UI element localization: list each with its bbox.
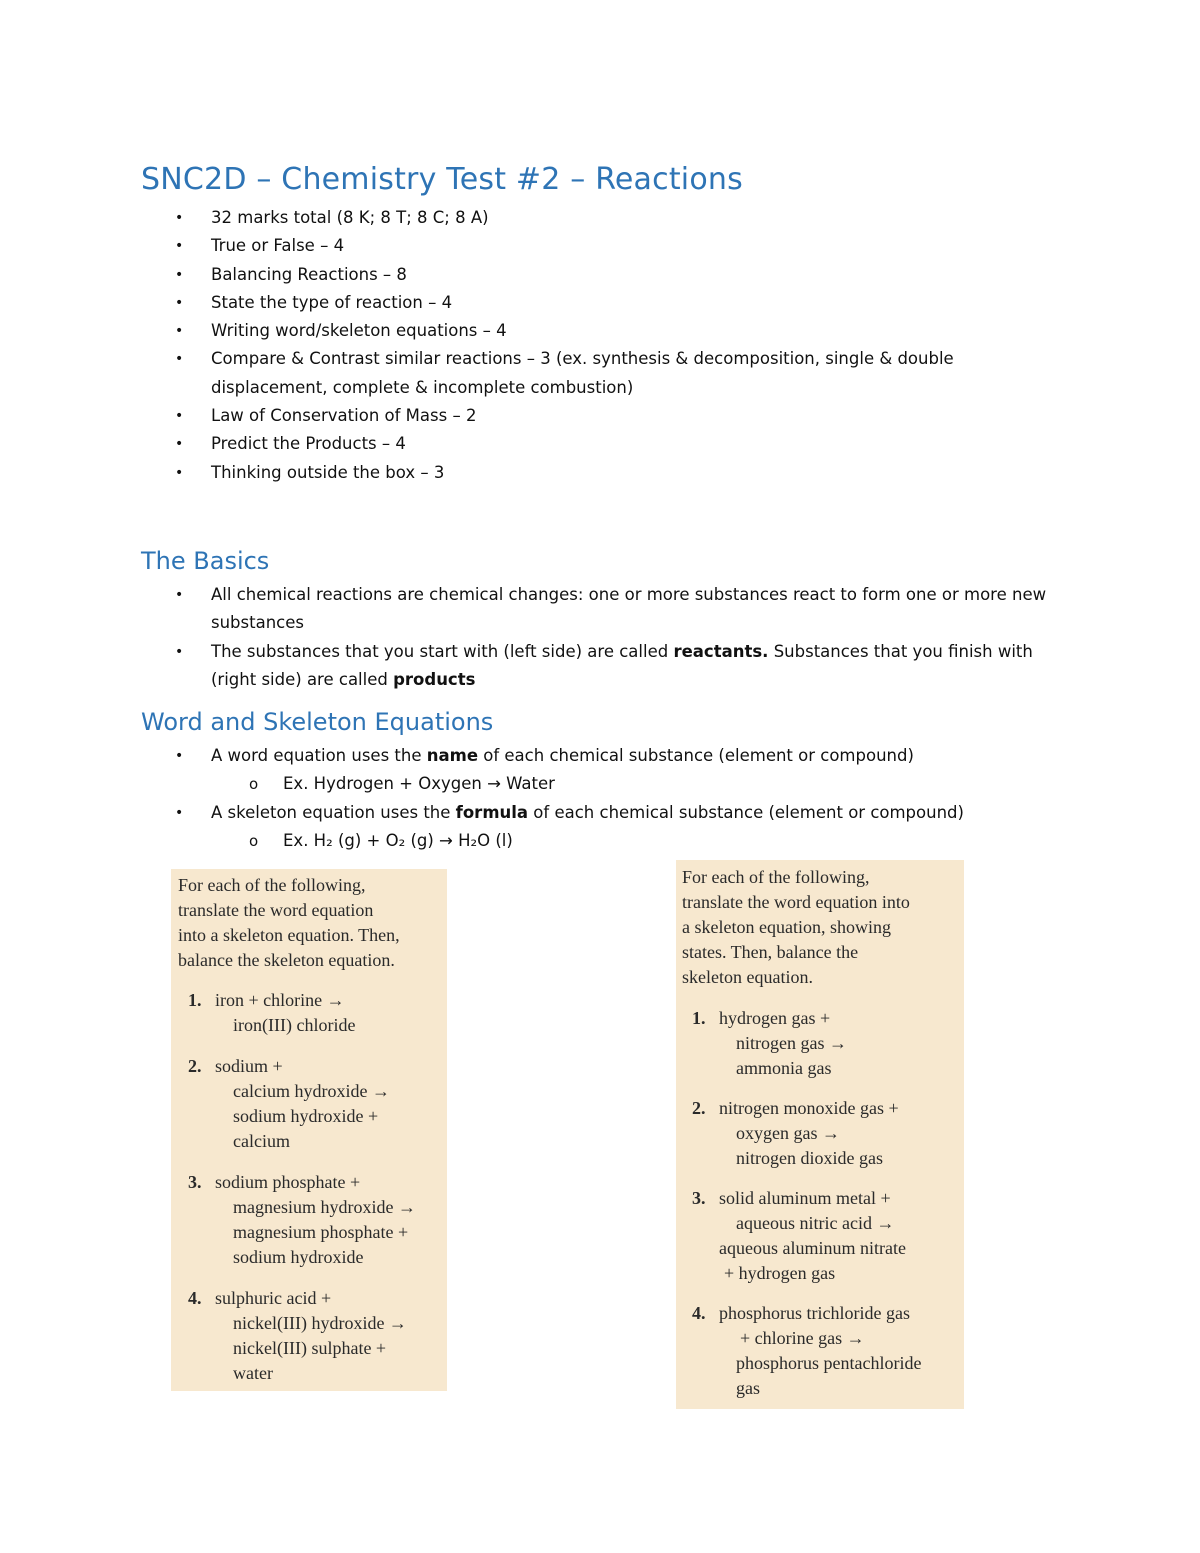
bullet-icon: • (175, 408, 184, 425)
page-title: SNC2D – Chemistry Test #2 – Reactions (141, 162, 743, 197)
exercise-item: 2. nitrogen monoxide gas + oxygen gas → nitrogen dioxide gas (692, 1098, 899, 1168)
bullet-icon: • (175, 748, 184, 764)
exercise-item: 1. iron + chlorine → iron(III) chloride (188, 990, 356, 1035)
list-item: • Compare & Contrast similar reactions – 3 (ex. synthesis & decomposition, single & double displacement, complete & incomplete combustion) (0, 345, 1071, 402)
bullet-icon: • (175, 266, 184, 283)
example-item: o Ex. Hydrogen + Oxygen → Water (0, 770, 1071, 798)
box-instructions: For each of the following, translate the word equation into a skeleton equation, showing states. Then, balance the skeleton equation. (682, 867, 910, 987)
exercise-item: 4. phosphorus trichloride gas + chlorine gas → phosphorus pentachloride gas (692, 1303, 922, 1398)
bullet-icon: • (175, 294, 184, 311)
list-item: • Law of Conservation of Mass – 2 (0, 402, 1071, 430)
bullet-icon: • (175, 464, 184, 481)
sub-bullet-icon: o (249, 831, 259, 850)
bullet-icon: • (175, 587, 184, 603)
list-item: • All chemical reactions are chemical changes: one or more substances react to form one or more new substances (0, 581, 1071, 638)
basics-list (0, 581, 1071, 694)
bullet-icon: • (175, 643, 184, 660)
bullet-icon: • (175, 238, 184, 255)
sub-bullet-icon: o (249, 775, 259, 794)
list-item: • The substances that you start with (left side) are called reactants. Substances that you finish with (right side) are called products (0, 638, 1071, 695)
list-item: • Thinking outside the box – 3 (0, 459, 1071, 487)
section-heading-equations: Word and Skeleton Equations (141, 708, 494, 736)
list-item: • Balancing Reactions – 8 (0, 261, 1071, 289)
exercise-item: 2. sodium + calcium hydroxide → sodium hydroxide + calcium (188, 1056, 390, 1151)
list-item: • A word equation uses the name of each chemical substance (element or compound) o Ex. Hydrogen + Oxygen → Water (0, 742, 1071, 799)
exercise-item: 1. hydrogen gas + nitrogen gas → ammonia gas (692, 1008, 847, 1078)
bullet-icon: • (175, 210, 184, 226)
example-item: o Ex. H₂ (g) + O₂ (g) → H₂O (l) (0, 827, 1071, 855)
test-overview-list (0, 204, 1071, 487)
exercise-box-skeleton-with-states (676, 860, 964, 1409)
list-item: • A skeleton equation uses the formula of each chemical substance (element or compound) o Ex. H₂ (g) + O₂ (g) → H₂O (l) (0, 799, 1071, 856)
bullet-icon: • (175, 351, 184, 368)
list-item: • Writing word/skeleton equations – 4 (0, 317, 1071, 345)
list-item: • Predict the Products – 4 (0, 430, 1071, 458)
bullet-icon: • (175, 804, 184, 821)
exercise-item: 3. sodium phosphate + magnesium hydroxide → magnesium phosphate + sodium hydroxide (188, 1172, 416, 1267)
exercise-item: 4. sulphuric acid + nickel(III) hydroxide → nickel(III) sulphate + water (188, 1288, 407, 1383)
equations-list (0, 742, 1071, 855)
list-item: • State the type of reaction – 4 (0, 289, 1071, 317)
bullet-icon: • (175, 323, 184, 340)
exercise-item: 3. solid aluminum metal + aqueous nitric acid → aqueous aluminum nitrate + hydrogen gas (692, 1188, 906, 1283)
section-heading-basics: The Basics (141, 547, 270, 575)
list-item: • 32 marks total (8 K; 8 T; 8 C; 8 A) (0, 204, 1071, 232)
list-item: • True or False – 4 (0, 232, 1071, 260)
bullet-icon: • (175, 436, 184, 453)
exercise-box-word-to-skeleton (171, 869, 447, 1391)
box-instructions: For each of the following, translate the word equation into a skeleton equation. Then, balance the skeleton equation. (178, 875, 400, 970)
